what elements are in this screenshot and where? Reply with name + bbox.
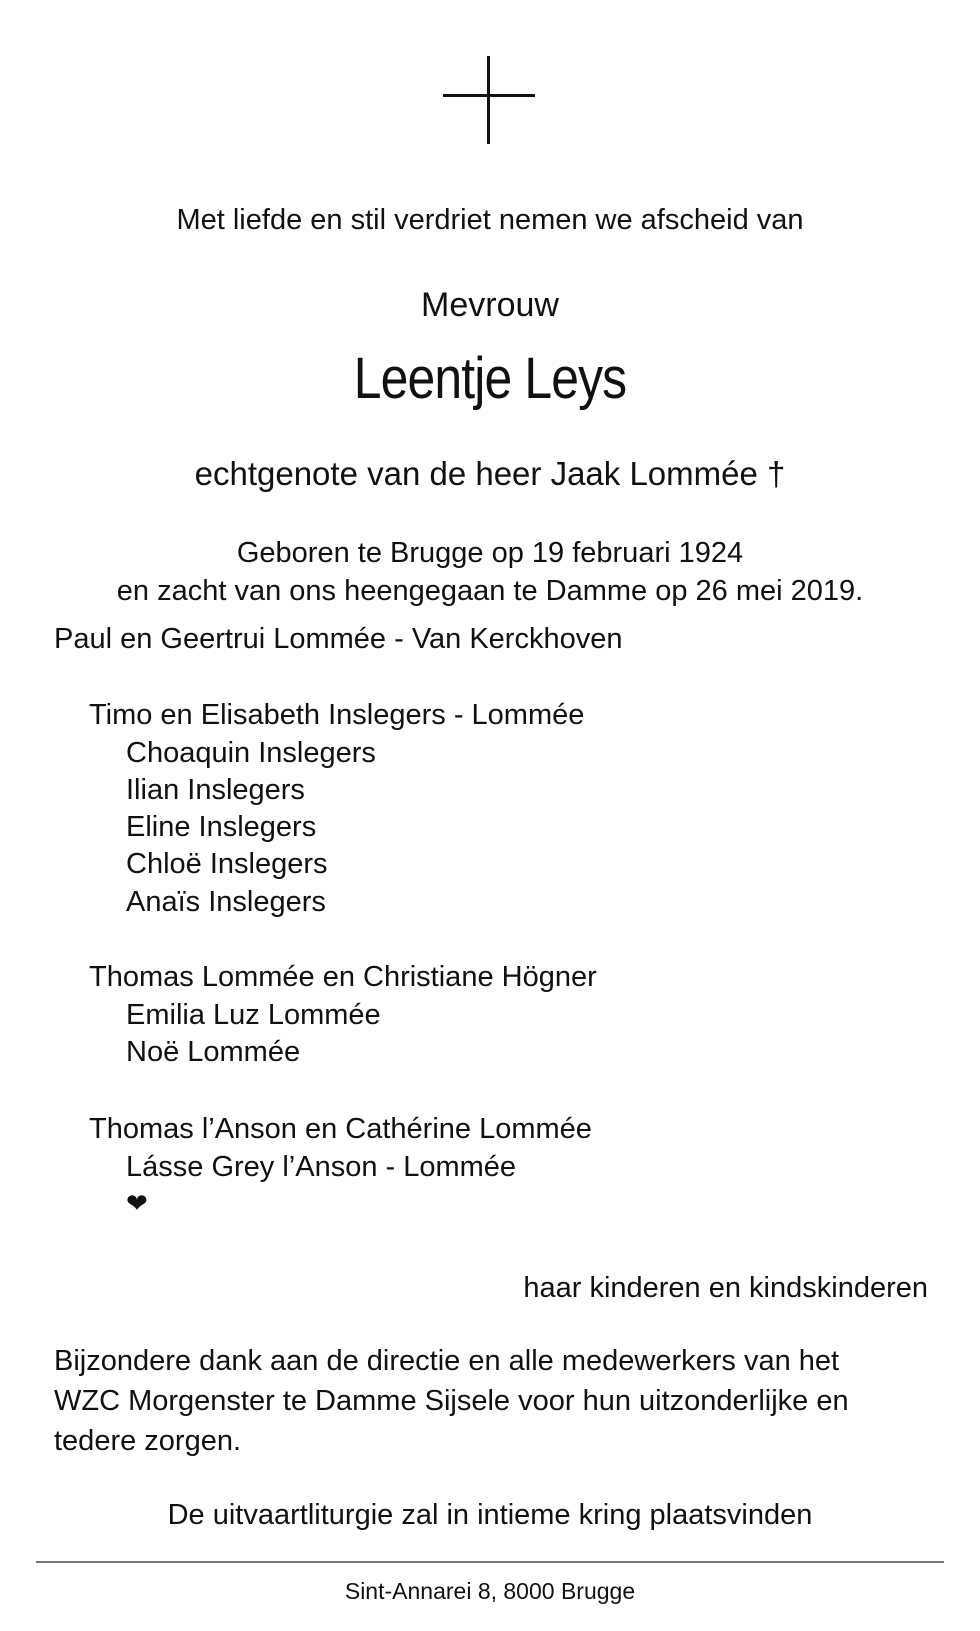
spouse-line: echtgenote van de heer Jaak Lommée † <box>194 455 786 492</box>
died-line: en zacht van ons heengegaan te Damme op 26 mei 2019. <box>116 575 864 607</box>
family-group-parents: Thomas Lommée en Christiane Högner <box>89 961 597 993</box>
family-child: Emilia Luz Lommée <box>126 999 381 1031</box>
family-child: Choaquin Inslegers <box>126 737 376 769</box>
thanks-line: WZC Morgenster te Damme Sijsele voor hun uitzonderlijke en <box>54 1385 849 1417</box>
family-head: Paul en Geertrui Lommée - Van Kerckhoven <box>54 623 623 655</box>
family-child: Chloë Inslegers <box>126 848 328 880</box>
family-child: Ilian Inslegers <box>126 774 305 806</box>
intro-text: Met liefde en stil verdriet nemen we afscheid van <box>176 204 804 236</box>
thanks-paragraph <box>54 1341 934 1461</box>
family-signature: haar kinderen en kindskinderen <box>523 1272 928 1304</box>
title-prefix: Mevrouw <box>421 286 559 324</box>
heart-icon: ❤ <box>126 1188 148 1218</box>
thanks-line: Bijzondere dank aan de directie en alle medewerkers van het <box>54 1345 840 1377</box>
family-child: Lásse Grey l’Anson - Lommée <box>126 1151 517 1183</box>
footer-divider <box>36 1561 944 1563</box>
deceased-name: Leentje Leys <box>353 346 627 411</box>
family-group-parents: Thomas l’Anson en Cathérine Lommée <box>89 1113 592 1145</box>
family-group-parents: Timo en Elisabeth Inslegers - Lommée <box>89 699 585 731</box>
family-child: Anaïs Inslegers <box>126 886 326 918</box>
born-line: Geboren te Brugge op 19 februari 1924 <box>236 537 744 569</box>
thanks-line: tedere zorgen. <box>54 1425 242 1457</box>
family-child: Noë Lommée <box>126 1036 301 1068</box>
funeral-note: De uitvaartliturgie zal in intieme kring plaatsvinden <box>167 1499 813 1531</box>
cross-icon <box>443 56 535 144</box>
family-child: Eline Inslegers <box>126 811 317 843</box>
address: Sint-Annarei 8, 8000 Brugge <box>344 1578 636 1604</box>
